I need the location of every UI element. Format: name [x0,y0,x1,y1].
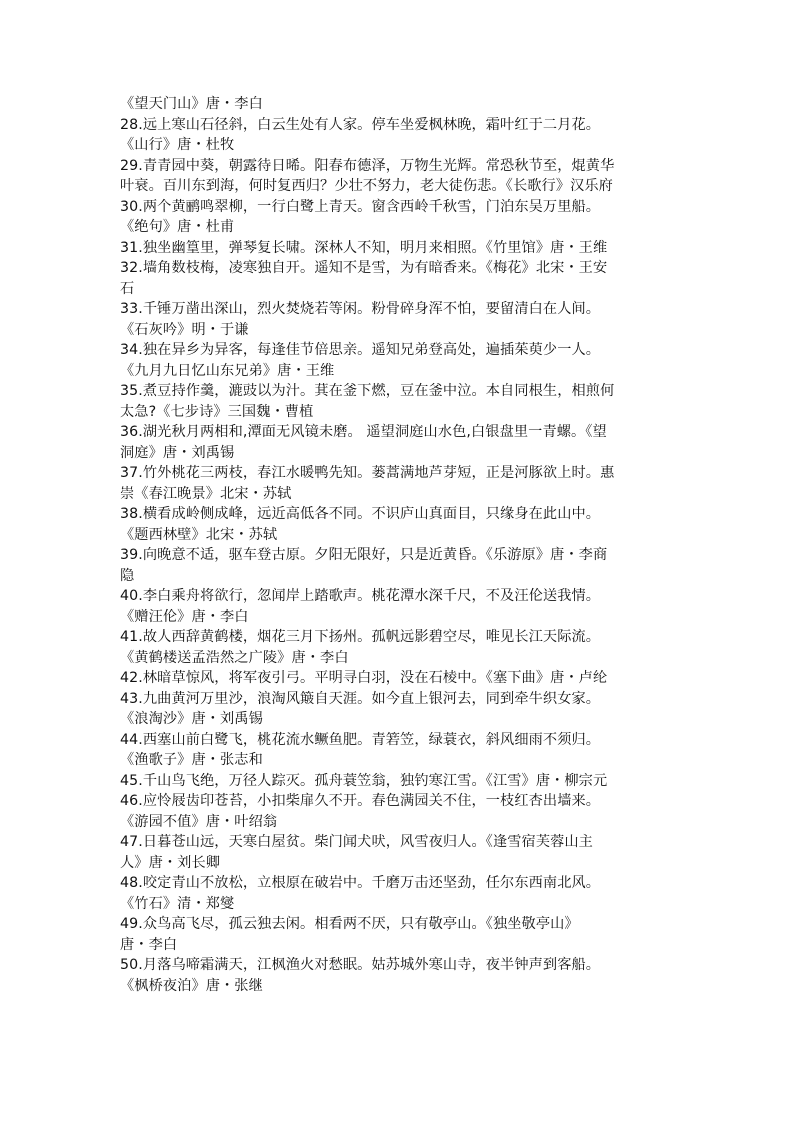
text-line: 《望天门山》唐・李白 [120,96,263,112]
text-line: 《石灰吟》明・于谦 [120,321,249,338]
text-line: 50.月落乌啼霜满天，江枫渔火对愁眠。姑苏城外寒山寺，夜半钟声到客船。 [120,957,601,973]
text-line: 30.两个黄鹂鸣翠柳，一行白鹭上青天。窗含西岭千秋雪，门泊东吴万里船。 [120,198,601,215]
text-line: 45.千山鸟飞绝，万径人踪灭。孤舟蓑笠翁，独钓寒江雪。《江雪》唐・柳宗元 [120,772,608,789]
text-line: 《题西林壁》北宋・苏轼 [120,526,278,543]
text-line: 44.西塞山前白鹭飞，桃花流水鳜鱼肥。青箬笠，绿蓑衣，斜风细雨不须归。 [120,731,601,748]
text-line: 人》唐・刘长卿 [120,854,221,871]
text-line: 46.应怜屐齿印苍苔，小扣柴扉久不开。春色满园关不住，一枝红杏出墙来。 [120,793,601,809]
text-line: 37.竹外桃花三两枝，春江水暖鸭先知。蒌蒿满地芦芽短，正是河豚欲上时。惠 [120,465,615,481]
text-line: 35.煮豆持作羹，漉豉以为汁。萁在釜下燃，豆在釜中泣。本自同根生，相煎何 [120,383,615,399]
text-line: 崇《春江晚景》北宋・苏轼 [120,485,292,502]
text-line: 唐・李白 [120,936,178,953]
text-line: 40.李白乘舟将欲行，忽闻岸上踏歌声。桃花潭水深千尺，不及汪伦送我情。 [120,588,601,604]
text-line: 28.远上寒山石径斜，白云生处有人家。停车坐爱枫林晚，霜叶红于二月花。 [120,116,601,133]
text-line: 43.九曲黄河万里沙，浪淘风簸自天涯。如今直上银河去，同到牵牛织女家。 [120,690,601,707]
text-line: 《枫桥夜泊》唐・张继 [120,977,263,994]
text-line: 33.千锤万凿出深山，烈火焚烧若等闲。粉骨碎身浑不怕，要留清白在人间。 [120,301,601,317]
text-line: 《渔歌子》唐・张志和 [120,752,263,768]
text-line: 48.咬定青山不放松，立根原在破岩中。千磨万击还坚劲，任尔东西南北风。 [120,875,601,891]
text-line: 49.众鸟高飞尽，孤云独去闲。相看两不厌，只有敬亭山。《独坐敬亭山》 [120,916,579,932]
text-line: 石 [120,280,135,297]
text-line: 洞庭》唐・刘禹锡 [120,444,235,461]
text-line: 隐 [120,567,135,584]
text-line: 42.林暗草惊风，将军夜引弓。平明寻白羽，没在石棱中。《塞下曲》唐・卢纶 [120,670,608,686]
text-line: 31.独坐幽篁里，弹琴复长啸。深林人不知，明月来相照。《竹里馆》唐・王维 [120,239,608,256]
text-line: 《九月九日忆山东兄弟》唐・王维 [120,362,335,379]
text-line: 29.青青园中葵，朝露待日晞。阳春布德泽，万物生光辉。常恐秋节至，焜黄华 [120,157,615,174]
text-line: 32.墙角数枝梅，凌寒独自开。遥知不是雪，为有暗香来。《梅花》北宋・王安 [120,260,608,276]
text-line: 《黄鹤楼送孟浩然之广陵》唐・李白 [120,649,349,666]
text-line: 《赠汪伦》唐・李白 [120,608,249,625]
text-line: 38.横看成岭侧成峰，远近高低各不同。不识庐山真面目，只缘身在此山中。 [120,506,601,522]
text-line: 叶衰。百川东到海，何时复西归？少壮不努力，老大徒伤悲。《长歌行》汉乐府 [120,178,613,194]
text-line: 41.故人西辞黄鹤楼，烟花三月下扬州。孤帆远影碧空尽，唯见长江天际流。 [120,629,601,645]
text-line: 34.独在异乡为异客，每逢佳节倍思亲。遥知兄弟登高处，遍插茱萸少一人。 [120,342,601,358]
text-line: 《浪淘沙》唐・刘禹锡 [120,711,263,727]
text-line: 《绝句》唐・杜甫 [120,219,235,235]
poem-list [120,94,680,996]
text-line: 39.向晚意不适，驱车登古原。夕阳无限好，只是近黄昏。《乐游原》唐・李商 [120,547,608,563]
text-line: 《游园不值》唐・叶绍翁 [120,813,278,830]
text-line: 太急?《七步诗》三国魏・曹植 [120,403,314,420]
text-line: 《竹石》清・郑燮 [120,895,235,912]
text-line: 47.日暮苍山远，天寒白屋贫。柴门闻犬吠，风雪夜归人。《逢雪宿芙蓉山主 [120,834,593,850]
text-line: 《山行》唐・杜牧 [120,137,235,153]
text-line: 36.湖光秋月两相和,潭面无风镜未磨。 遥望洞庭山水色,白银盘里一青螺。《望 [120,424,607,440]
